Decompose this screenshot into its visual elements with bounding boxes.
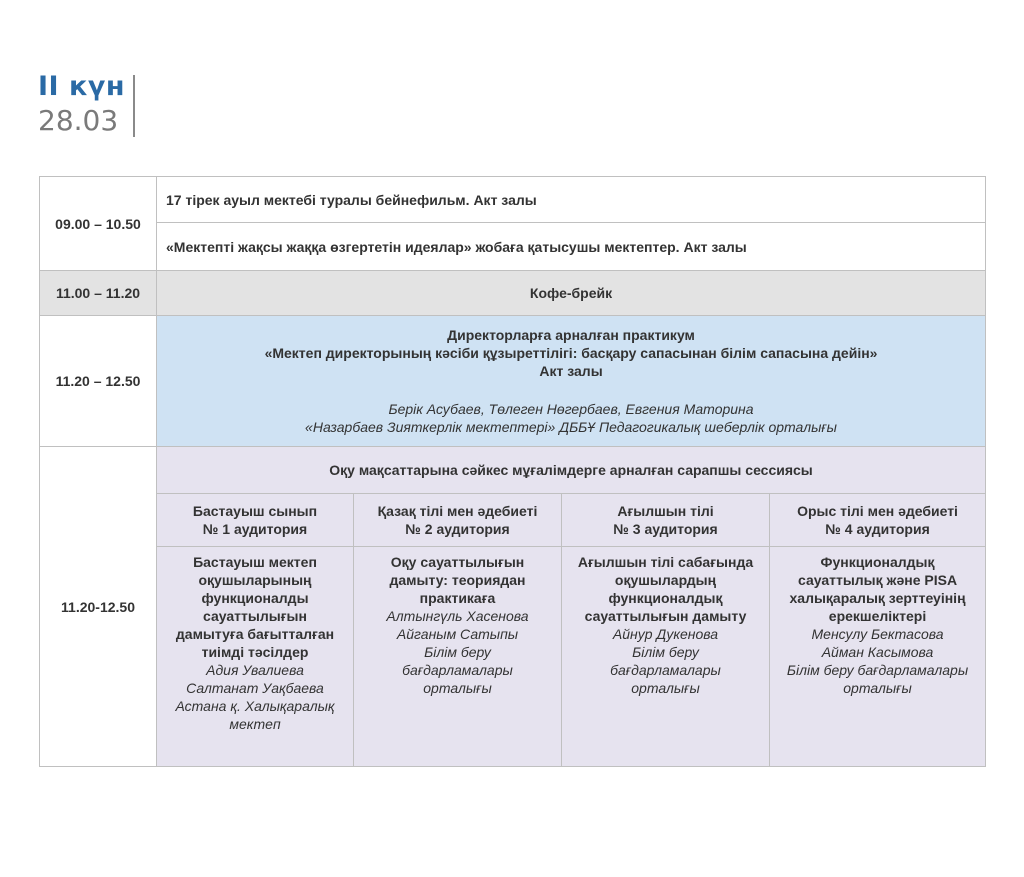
schedule-row (40, 447, 986, 494)
event-ideas-project: «Мектепті жақсы жаққа өзгертетін идеялар» жобаға қатысушы мектептер. Акт залы (157, 223, 986, 271)
topic-line: дамыту: теориядан (389, 572, 526, 588)
session-people (568, 625, 763, 697)
session-subject: Қазақ тілі мен әдебиеті (377, 503, 538, 519)
topic-line: сауаттылық және PISA (797, 572, 958, 588)
topic-line: Функционалдық (820, 554, 935, 570)
people-line: Айнур Дукенова (612, 626, 719, 642)
time-cell: 09.00 – 10.50 (40, 177, 157, 271)
topic-line: ерекшеліктері (828, 608, 927, 624)
session-room: № 1 аудитория (202, 521, 308, 537)
people-line: орталығы (423, 680, 492, 696)
time-cell: 11.20-12.50 (40, 447, 157, 767)
topic-line: сауаттылығын дамыту (584, 608, 747, 624)
topic-line: дамытуға бағытталған (175, 626, 335, 642)
session-subject: Ағылшын тілі (617, 503, 714, 519)
people-line: орталығы (631, 680, 700, 696)
people-line: Білім беру (424, 644, 491, 660)
event-film: 17 тірек ауыл мектебі туралы бейнефильм. Акт залы (157, 177, 986, 223)
people-line: орталығы (843, 680, 912, 696)
topic-line: функционалдық (608, 590, 723, 606)
session-content (157, 547, 354, 767)
session-people (163, 661, 347, 733)
people-line: Білім беру (632, 644, 699, 660)
practicum-cell (157, 316, 986, 447)
day-header (38, 70, 125, 138)
practicum-place: Акт залы (539, 363, 603, 379)
people-line: Салтанат Уақбаева (186, 680, 324, 696)
topic-line: сауаттылығын (203, 608, 307, 624)
session-people (360, 607, 555, 697)
practicum-org: «Назарбаев Зияткерлік мектептері» ДББҰ Педагогикалық шеберлік орталығы (305, 419, 837, 435)
session-people (776, 625, 979, 697)
session-subject: Орыс тілі мен әдебиеті (797, 503, 958, 519)
people-line: Астана қ. Халықаралық (175, 698, 335, 714)
date-label: 28.03 (38, 104, 119, 137)
people-line: Алтынгүль Хасенова (386, 608, 529, 624)
schedule-row (40, 223, 986, 271)
session-head (157, 494, 354, 547)
topic-line: оқушыларының (198, 572, 312, 588)
people-line: Адия Увалиева (206, 662, 304, 678)
people-line: Айман Касымова (821, 644, 934, 660)
session-header-row (40, 494, 986, 547)
practicum-subtitle: «Мектеп директорының кәсіби құзыреттілігі: басқару сапасынан білім сапасына дейін» (264, 345, 878, 361)
people-line: бағдарламалары (402, 662, 513, 678)
people-line: Менсулу Бектасова (811, 626, 944, 642)
session-content (562, 547, 770, 767)
topic-line: Ағылшын тілі сабағында (577, 554, 754, 570)
session-head (562, 494, 770, 547)
session-head (354, 494, 562, 547)
schedule-table (39, 176, 986, 767)
topic-line: оқушылардың (614, 572, 717, 588)
time-cell: 11.00 – 11.20 (40, 271, 157, 316)
session-topic (163, 553, 347, 661)
people-line: Білім беру бағдарламалары (786, 662, 969, 678)
practicum-title: Директорларға арналған практикум (447, 327, 695, 343)
session-content (770, 547, 986, 767)
practicum-speakers: Берік Асубаев, Төлеген Нөгербаев, Евгения Маторина (388, 401, 754, 417)
session-topic (360, 553, 555, 607)
expert-session-title: Оқу мақсаттарына сәйкес мұғалімдерге арналған сарапшы сессиясы (157, 447, 986, 494)
header-divider (133, 75, 135, 137)
session-content (354, 547, 562, 767)
session-topic (568, 553, 763, 625)
schedule-row (40, 271, 986, 316)
topic-line: халықаралық зерттеуінің (789, 590, 966, 606)
session-room: № 4 аудитория (825, 521, 930, 537)
session-topic (776, 553, 979, 625)
session-head (770, 494, 986, 547)
topic-line: тиімді тәсілдер (201, 644, 309, 660)
people-line: бағдарламалары (610, 662, 721, 678)
day-label: II күн (38, 71, 126, 102)
session-room: № 2 аудитория (405, 521, 510, 537)
time-cell: 11.20 – 12.50 (40, 316, 157, 447)
session-subject: Бастауыш сынып (192, 503, 318, 519)
schedule-row (40, 177, 986, 223)
session-room: № 3 аудитория (613, 521, 718, 537)
schedule-row (40, 316, 986, 447)
session-content-row (40, 547, 986, 767)
topic-line: функционалды (201, 590, 309, 606)
people-line: Айганым Сатыпы (396, 626, 519, 642)
coffee-break: Кофе-брейк (157, 271, 986, 316)
topic-line: Оқу сауаттылығын (390, 554, 525, 570)
topic-line: Бастауыш мектеп (193, 554, 317, 570)
people-line: мектеп (229, 716, 281, 732)
topic-line: практикаға (419, 590, 496, 606)
